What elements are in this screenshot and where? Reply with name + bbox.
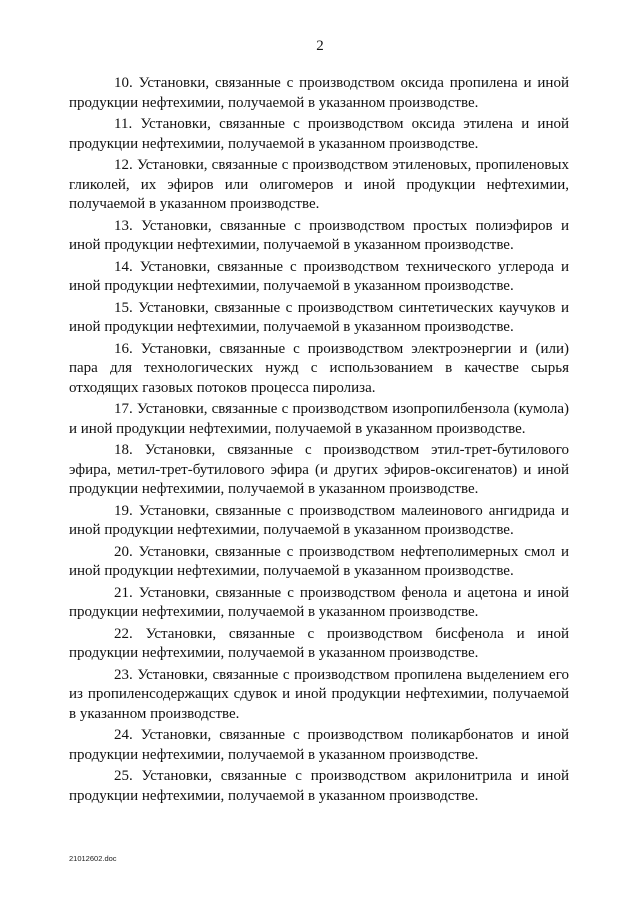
list-item-22: 22. Установки, связанные с производством бисфенола и иной продукции нефтехимии, получаемой в указанном производстве.: [69, 625, 569, 662]
list-item-24: 24. Установки, связанные с производством поликарбонатов и иной продукции нефтехимии, получаемой в указанном производстве.: [69, 727, 569, 763]
list-item-14: 14. Установки, связанные с производством технического углерода и иной продукции нефтехимии, получаемой в указанном производстве.: [69, 258, 569, 295]
list-item-16: 16. Установки, связанные с производством электроэнергии и (или) пара для технологических нужд с использованием в качестве сырья отходящих газовых потоков процесса пиролиза.: [69, 340, 569, 396]
list-item-25: 25. Установки, связанные с производством акрилонитрила и иной продукции нефтехимии, получаемой в указанном производстве.: [69, 768, 569, 804]
list-item-23: 23. Установки, связанные с производством пропилена выделением его из пропиленсодержащих сдувок и иной продукции нефтехимии, получаемой в указанном производстве.: [69, 666, 569, 722]
list-item-20: 20. Установки, связанные с производством нефтеполимерных смол и иной продукции нефтехимии, получаемой в указанном производстве.: [69, 543, 569, 580]
file-name-footer: 21012602.doc: [69, 854, 117, 863]
list-item-17: 17. Установки, связанные с производством изопропилбензола (кумола) и иной продукции нефтехимии, получаемой в указанном производстве.: [69, 401, 569, 437]
list-item-15: 15. Установки, связанные с производством синтетических каучуков и иной продукции нефтехимии, получаемой в указанном производстве.: [69, 299, 569, 336]
list-item-11: 11. Установки, связанные с производством оксида этилена и иной продукции нефтехимии, получаемой в указанном производстве.: [69, 115, 569, 152]
list-item-12: 12. Установки, связанные с производством этиленовых, пропиленовых гликолей, их эфиров или олигомеров и иной продукции нефтехимии, получаемой в указанном производстве.: [69, 156, 569, 213]
list-item-18: 18. Установки, связанные с производством этил-трет-бутилового эфира, метил-трет-бутилового эфира (и других эфиров-оксигенатов) и иной продукции нефтехимии, получаемой в указанном производстве.: [69, 442, 569, 498]
list-item-19: 19. Установки, связанные с производством малеинового ангидрида и иной продукции нефтехимии, получаемой в указанном производстве.: [69, 502, 569, 539]
list-item-10: 10. Установки, связанные с производством оксида пропилена и иной продукции нефтехимии, получаемой в указанном производстве.: [69, 75, 569, 111]
list-item-13: 13. Установки, связанные с производством простых полиэфиров и иной продукции нефтехимии, получаемой в указанном производстве.: [69, 217, 569, 254]
page-number: 2: [316, 38, 324, 54]
document-body: [69, 74, 569, 808]
list-item-21: 21. Установки, связанные с производством фенола и ацетона и иной продукции нефтехимии, получаемой в указанном производстве.: [69, 584, 569, 621]
